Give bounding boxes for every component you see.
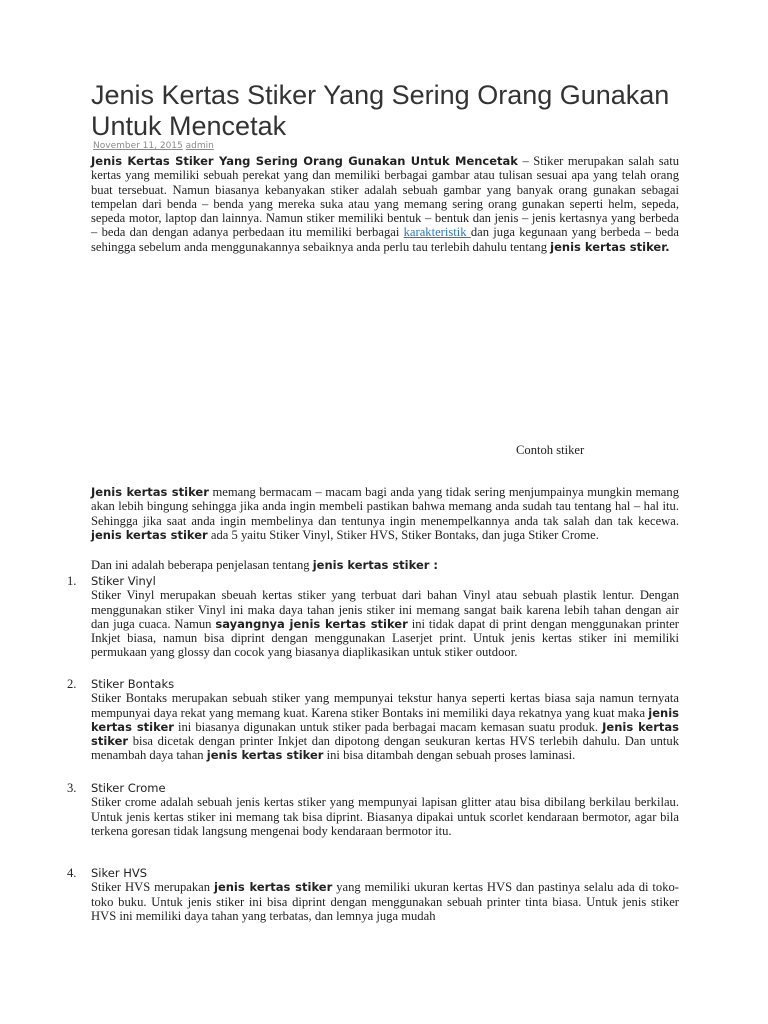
body-bold: sayangnya jenis kertas stiker bbox=[215, 616, 408, 631]
post-author-link[interactable]: admin bbox=[185, 141, 214, 151]
intro-text-1: – Stiker merupakan salah satu kertas yang memiliki sebuah perekat yang dan memiliki berbagai gambar atau tulisan sesuai apa yang telah orang buat tersebuat. Namun biasanya kebanyakan stiker adalah sebuah gambar yang banyak orang gunakan sebagai tempelan dari benda – benda yang mereka suka atau yang memang sering orang gunakan seperti helm, sepeda, sepeda motor, laptop dan lainnya. Namun stiker memiliki bentuk – bentuk dan jenis – jenis kertasnya yang berbeda – beda dan dengan adanya perbedaan itu memiliki berbagai bbox=[91, 154, 679, 240]
list-item-heading: Stiker Bontaks bbox=[91, 677, 175, 691]
body-text: yang memiliki ukuran kertas HVS dan pastinya selalu ada di toko-toko buku. Untuk jenis stiker ini bisa diprint dengan menggunakan sebuah printer tinta biasa. Untuk jenis stiker HVS ini memiliki daya tahan yang terbatas, dan lemnya juga mudah bbox=[91, 880, 679, 923]
body-bold: jenis kertas stiker bbox=[214, 880, 333, 895]
para2-bold-2: jenis kertas stiker bbox=[91, 527, 208, 542]
intro-bold-tail: jenis kertas stiker. bbox=[550, 239, 670, 254]
karakteristik-link[interactable]: karakteristik bbox=[403, 225, 471, 240]
body-text: ini tidak dapat di print dengan menggunakan printer Inkjet biasa, namun bisa diprint dengan menggunakan Laserjet print. Untuk jenis kertas stiker ini memiliki permukaan yang glossy dan cocok yang biasanya diaplikasikan untuk stiker outdoor. bbox=[91, 616, 679, 660]
body-bold: jenis kertas stiker bbox=[91, 705, 679, 734]
list-item-heading: Stiker Vinyl bbox=[91, 574, 156, 588]
intro-paragraph bbox=[91, 154, 679, 254]
para2-bold-1: Jenis kertas stiker bbox=[91, 485, 209, 499]
list-number: 2. bbox=[67, 677, 77, 691]
list-item-body bbox=[91, 691, 679, 762]
body-text: Stiker Bontaks merupakan sebuah stiker yang mempunyai tekstur hanya seperti kertas biasa saja namun ternyata mempunyai daya rekat yang memang kuat. Karena stiker Bontaks ini memiliki daya rekatnya yang kuat maka bbox=[91, 691, 679, 720]
para2-text-3: Dan ini adalah beberapa penjelasan tentang bbox=[91, 558, 313, 572]
list-item-heading: Siker HVS bbox=[91, 866, 148, 880]
body-bold: jenis kertas stiker bbox=[206, 748, 324, 763]
post-date-link[interactable]: November 11, 2015 bbox=[93, 141, 183, 151]
para2-text-2: ada 5 yaitu Stiker Vinyl, Stiker HVS, Stiker Bontaks, dan juga Stiker Crome. bbox=[207, 527, 599, 542]
page-title: Jenis Kertas Stiker Yang Sering Orang Gunakan Untuk Mencetak bbox=[91, 80, 670, 141]
body-text: bisa dicetak dengan printer Inkjet dan dipotong dengan seukuran kertas HVS terlebih dahulu. Dan untuk menambah daya tahan bbox=[91, 734, 679, 763]
explanation-lead bbox=[91, 558, 679, 572]
list-item-body bbox=[91, 588, 679, 659]
list-number: 1. bbox=[67, 574, 77, 588]
list-item-stiker-crome bbox=[67, 781, 679, 838]
list-item-stiker-vinyl bbox=[67, 574, 679, 660]
body-text: ini bisa ditambah dengan sebuah proses laminasi. bbox=[323, 748, 576, 763]
list-item-stiker-bontaks bbox=[67, 677, 680, 763]
body-text: Stiker Vinyl merupakan sbeuah kertas stiker yang terbuat dari bahan Vinyl atau sebuah plastik lentur. Dengan menggunakan stiker Vinyl ini maka daya tahan jenis stiker ini memang sangat baik karena lebih tahan dengan air dan juga cuaca. Namun bbox=[91, 588, 679, 631]
body-text: Stiker HVS merupakan bbox=[91, 880, 214, 895]
intro-text-2: dan juga kegunaan yang berbeda – beda sehingga sebelum anda menggunakannya sebaiknya anda perlu tau terlebih dahulu tentang bbox=[91, 225, 679, 254]
body-text: ini biasanya digunakan untuk stiker pada berbagai macam kemasan suatu produk. bbox=[173, 719, 603, 734]
body-bold: Jenis kertas stiker bbox=[91, 719, 680, 749]
image-caption: Contoh stiker bbox=[516, 443, 585, 457]
list-number: 4. bbox=[67, 866, 77, 880]
list-item-body: Stiker crome adalah sebuah jenis kertas stiker yang mempunyai lapisan glitter atau bisa dibilang berkilau berkilau. Untuk jenis kertas stiker ini memang tak bisa diprint. Biasanya dipakai untuk scorlet kendaraan bermotor, agar bila terkena goresan tidak langsung mengenai body kendaraan bermotor itu. bbox=[91, 795, 679, 838]
intro-bold-lead: Jenis Kertas Stiker Yang Sering Orang Gunakan Untuk Mencetak bbox=[91, 154, 518, 168]
post-meta bbox=[93, 141, 214, 151]
para2-bold-3: jenis kertas stiker : bbox=[312, 558, 439, 572]
types-intro-paragraph bbox=[91, 485, 679, 542]
list-item-siker-hvs bbox=[67, 866, 679, 923]
list-item-heading: Stiker Crome bbox=[91, 781, 166, 795]
list-item-body bbox=[91, 880, 679, 923]
para2-text-1: memang bermacam – macam bagi anda yang tidak sering menjumpainya mungkin memang akan lebih bingung sehingga jika anda ingin membeli pastikan bahwa memang anda sudah tau tentang hal – hal itu. Sehingga jika saat anda ingin membelinya dan tentunya ingin menempelkannya anda tak salah dan tak kecewa. bbox=[91, 485, 679, 528]
list-number: 3. bbox=[67, 781, 77, 795]
